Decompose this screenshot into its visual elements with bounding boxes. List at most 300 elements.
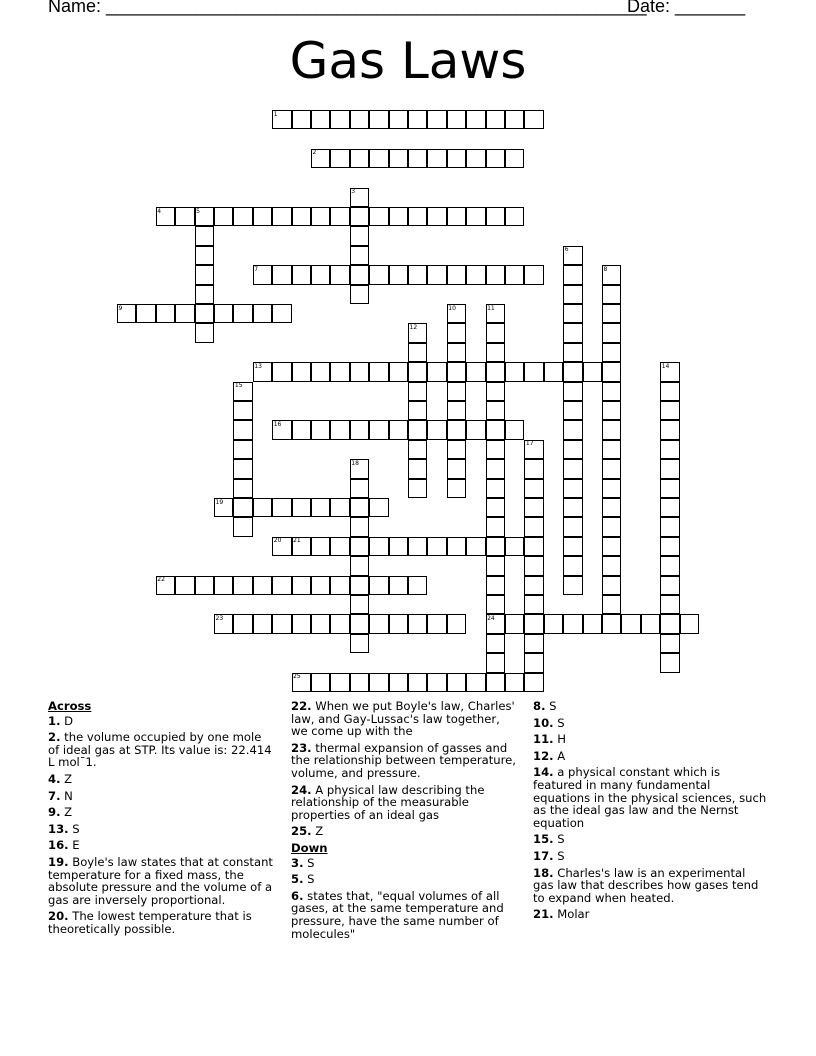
grid-cell[interactable]	[272, 576, 291, 595]
grid-cell[interactable]	[486, 459, 505, 478]
down-heading: Down	[291, 840, 328, 855]
grid-cell[interactable]	[369, 420, 388, 439]
grid-cell[interactable]	[486, 382, 505, 401]
grid-cell[interactable]	[660, 634, 679, 653]
grid-cell[interactable]	[524, 459, 543, 478]
grid-cell[interactable]	[447, 149, 466, 168]
grid-cell[interactable]	[350, 634, 369, 653]
grid-cell[interactable]	[524, 265, 543, 284]
grid-cell[interactable]	[447, 207, 466, 226]
grid-cell[interactable]	[253, 304, 272, 323]
clue-number: 2.	[48, 730, 61, 745]
grid-clue-number: 11	[487, 304, 495, 312]
grid-cell[interactable]	[486, 479, 505, 498]
grid-clue-number: 13	[254, 362, 262, 370]
grid-cell[interactable]	[486, 537, 505, 556]
grid-cell[interactable]	[427, 149, 446, 168]
grid-cell[interactable]	[486, 517, 505, 536]
grid-cell[interactable]	[369, 498, 388, 517]
grid-cell[interactable]	[195, 576, 214, 595]
grid-cell[interactable]	[602, 285, 621, 304]
grid-cell[interactable]	[486, 362, 505, 381]
grid-cell[interactable]	[408, 420, 427, 439]
grid-cell[interactable]	[408, 149, 427, 168]
grid-clue-number: 5	[196, 207, 200, 215]
grid-cell[interactable]	[350, 517, 369, 536]
grid-cell[interactable]	[621, 614, 640, 633]
clue-text: N	[64, 788, 73, 803]
grid-cell[interactable]	[505, 673, 524, 692]
grid-cell[interactable]	[447, 382, 466, 401]
grid-cell[interactable]	[524, 576, 543, 595]
grid-cell[interactable]	[330, 362, 349, 381]
grid-cell[interactable]	[272, 498, 291, 517]
grid-cell[interactable]	[427, 420, 446, 439]
grid-cell[interactable]	[233, 517, 252, 536]
grid-cell[interactable]	[369, 576, 388, 595]
grid-cell[interactable]	[505, 420, 524, 439]
grid-cell[interactable]	[524, 595, 543, 614]
grid-clue-number: 4	[157, 207, 162, 215]
grid-cell[interactable]	[524, 556, 543, 575]
grid-cell[interactable]	[272, 265, 291, 284]
clue-text: S	[307, 872, 315, 887]
grid-cell[interactable]	[602, 382, 621, 401]
clue-text: A physical law describing the relationship of the measurable properties of an ideal gas	[291, 782, 485, 822]
grid-cell[interactable]	[505, 614, 524, 633]
grid-cell[interactable]	[602, 517, 621, 536]
grid-cell[interactable]	[660, 653, 679, 672]
clue-text: thermal expansion of gasses and the relationship between temperature, volume, and pressure.	[291, 740, 516, 780]
grid-cell[interactable]	[602, 595, 621, 614]
grid-cell[interactable]	[466, 537, 485, 556]
grid-cell[interactable]	[408, 537, 427, 556]
grid-cell[interactable]	[602, 362, 621, 381]
grid-cell[interactable]	[486, 595, 505, 614]
grid-cell[interactable]	[292, 265, 311, 284]
clue-item	[291, 857, 519, 870]
grid-cell[interactable]	[486, 323, 505, 342]
grid-cell[interactable]	[660, 440, 679, 459]
grid-cell[interactable]	[602, 420, 621, 439]
grid-cell[interactable]	[447, 614, 466, 633]
grid-cell[interactable]	[505, 362, 524, 381]
grid-cell[interactable]	[156, 304, 175, 323]
grid-cell[interactable]	[233, 401, 252, 420]
grid-cell[interactable]	[350, 673, 369, 692]
grid-cell[interactable]	[602, 401, 621, 420]
grid-cell[interactable]	[660, 498, 679, 517]
grid-cell[interactable]	[563, 537, 582, 556]
grid-cell[interactable]	[350, 420, 369, 439]
grid-cell[interactable]	[447, 459, 466, 478]
grid-cell[interactable]	[350, 246, 369, 265]
grid-cell[interactable]	[544, 362, 563, 381]
grid-cell[interactable]	[447, 110, 466, 129]
grid-cell[interactable]	[350, 479, 369, 498]
grid-cell[interactable]	[175, 207, 194, 226]
grid-cell[interactable]	[253, 576, 272, 595]
clue-text: Z	[64, 771, 73, 786]
grid-cell[interactable]	[350, 556, 369, 575]
grid-cell[interactable]	[408, 673, 427, 692]
grid-cell[interactable]	[389, 362, 408, 381]
grid-cell[interactable]	[233, 614, 252, 633]
grid-cell[interactable]	[330, 265, 349, 284]
grid-cell[interactable]	[311, 420, 330, 439]
grid-cell[interactable]	[583, 362, 602, 381]
grid-cell[interactable]	[505, 207, 524, 226]
grid-cell[interactable]	[311, 498, 330, 517]
grid-cell[interactable]	[524, 537, 543, 556]
grid-cell[interactable]	[466, 265, 485, 284]
grid-cell[interactable]	[350, 110, 369, 129]
grid-cell[interactable]	[408, 459, 427, 478]
grid-cell[interactable]	[447, 265, 466, 284]
grid-cell[interactable]	[660, 401, 679, 420]
grid-cell[interactable]	[544, 614, 563, 633]
grid-cell[interactable]	[136, 304, 155, 323]
grid-cell[interactable]	[602, 556, 621, 575]
grid-cell[interactable]	[350, 614, 369, 633]
grid-cell[interactable]	[195, 265, 214, 284]
grid-cell[interactable]	[233, 420, 252, 439]
grid-cell[interactable]	[486, 634, 505, 653]
grid-cell[interactable]	[602, 576, 621, 595]
grid-cell[interactable]	[466, 110, 485, 129]
grid-cell[interactable]	[563, 556, 582, 575]
clue-item	[48, 839, 274, 852]
grid-cell[interactable]	[292, 420, 311, 439]
grid-cell[interactable]	[350, 285, 369, 304]
grid-cell[interactable]	[292, 576, 311, 595]
grid-cell[interactable]	[660, 479, 679, 498]
grid-cell[interactable]	[350, 595, 369, 614]
grid-cell[interactable]	[292, 362, 311, 381]
grid-cell[interactable]	[524, 634, 543, 653]
grid-cell[interactable]	[486, 498, 505, 517]
grid-cell[interactable]	[350, 498, 369, 517]
grid-cell[interactable]	[486, 207, 505, 226]
grid-cell[interactable]	[214, 304, 233, 323]
grid-cell[interactable]	[214, 207, 233, 226]
grid-cell[interactable]	[486, 149, 505, 168]
grid-cell[interactable]	[524, 653, 543, 672]
grid-cell[interactable]	[486, 440, 505, 459]
clue-item	[533, 833, 769, 846]
grid-cell[interactable]	[602, 459, 621, 478]
grid-cell[interactable]	[389, 149, 408, 168]
grid-cell[interactable]	[408, 479, 427, 498]
grid-cell[interactable]	[408, 207, 427, 226]
grid-cell[interactable]	[389, 576, 408, 595]
grid-cell[interactable]	[369, 362, 388, 381]
grid-cell[interactable]	[524, 517, 543, 536]
grid-cell[interactable]	[505, 265, 524, 284]
grid-cell[interactable]	[272, 614, 291, 633]
grid-cell[interactable]	[524, 479, 543, 498]
grid-cell[interactable]	[214, 576, 233, 595]
grid-cell[interactable]	[524, 110, 543, 129]
grid-cell[interactable]	[311, 207, 330, 226]
grid-cell[interactable]	[660, 517, 679, 536]
grid-cell[interactable]	[563, 401, 582, 420]
grid-cell[interactable]	[447, 479, 466, 498]
grid-cell[interactable]	[253, 498, 272, 517]
grid-cell[interactable]	[563, 576, 582, 595]
clue-item	[533, 850, 769, 863]
grid-cell[interactable]	[408, 576, 427, 595]
grid-cell[interactable]	[524, 614, 543, 633]
grid-cell[interactable]	[389, 537, 408, 556]
grid-cell[interactable]	[563, 285, 582, 304]
grid-cell[interactable]	[311, 614, 330, 633]
grid-cell[interactable]	[195, 323, 214, 342]
grid-cell[interactable]	[563, 382, 582, 401]
grid-cell[interactable]	[602, 614, 621, 633]
across-clue-list-continued	[291, 700, 519, 838]
grid-cell[interactable]	[466, 673, 485, 692]
grid-cell[interactable]	[272, 304, 291, 323]
grid-cell[interactable]	[233, 304, 252, 323]
grid-cell[interactable]	[330, 537, 349, 556]
grid-cell[interactable]	[563, 323, 582, 342]
grid-cell[interactable]	[486, 576, 505, 595]
grid-cell[interactable]	[408, 265, 427, 284]
grid-cell[interactable]	[524, 498, 543, 517]
clue-text: S	[557, 848, 565, 863]
grid-cell[interactable]	[602, 537, 621, 556]
grid-cell[interactable]	[563, 498, 582, 517]
grid-cell[interactable]	[680, 614, 699, 633]
grid-cell[interactable]	[660, 556, 679, 575]
grid-cell[interactable]	[330, 149, 349, 168]
grid-cell[interactable]	[427, 362, 446, 381]
grid-cell[interactable]	[486, 401, 505, 420]
clue-column-1	[48, 700, 274, 940]
grid-cell[interactable]	[563, 265, 582, 284]
grid-cell[interactable]	[292, 614, 311, 633]
grid-cell[interactable]	[253, 614, 272, 633]
grid-cell[interactable]	[195, 246, 214, 265]
grid-cell[interactable]	[389, 265, 408, 284]
clue-item	[48, 773, 274, 786]
clue-text: When we put Boyle's law, Charles' law, and Gay-Lussac's law together, we come up with the	[291, 699, 515, 739]
grid-cell[interactable]	[563, 362, 582, 381]
clue-number: 10.	[533, 715, 554, 730]
grid-cell[interactable]	[563, 304, 582, 323]
grid-cell[interactable]	[175, 576, 194, 595]
clue-item	[48, 856, 274, 906]
grid-cell[interactable]	[369, 207, 388, 226]
grid-cell[interactable]	[233, 479, 252, 498]
grid-cell[interactable]	[427, 614, 446, 633]
grid-clue-number: 6	[564, 246, 569, 254]
grid-cell[interactable]	[408, 110, 427, 129]
clue-number: 15.	[533, 832, 554, 847]
grid-cell[interactable]	[292, 207, 311, 226]
grid-cell[interactable]	[330, 614, 349, 633]
grid-cell[interactable]	[311, 537, 330, 556]
grid-cell[interactable]	[563, 614, 582, 633]
grid-cell[interactable]	[447, 401, 466, 420]
grid-cell[interactable]	[389, 207, 408, 226]
grid-cell[interactable]	[195, 226, 214, 245]
grid-cell[interactable]	[292, 498, 311, 517]
grid-cell[interactable]	[330, 498, 349, 517]
clue-item	[533, 908, 769, 921]
grid-cell[interactable]	[369, 110, 388, 129]
grid-cell[interactable]	[466, 362, 485, 381]
grid-cell[interactable]	[563, 440, 582, 459]
grid-cell[interactable]	[447, 420, 466, 439]
grid-cell[interactable]	[583, 614, 602, 633]
grid-cell[interactable]	[272, 362, 291, 381]
grid-cell[interactable]	[369, 537, 388, 556]
grid-cell[interactable]	[447, 343, 466, 362]
grid-cell[interactable]	[660, 595, 679, 614]
grid-clue-number: 15	[234, 382, 243, 390]
grid-cell[interactable]	[350, 537, 369, 556]
grid-cell[interactable]	[408, 343, 427, 362]
grid-cell[interactable]	[427, 537, 446, 556]
grid-cell[interactable]	[350, 207, 369, 226]
grid-cell[interactable]	[350, 149, 369, 168]
grid-cell[interactable]	[233, 207, 252, 226]
clue-text: H	[557, 732, 566, 747]
clue-item	[291, 825, 519, 838]
grid-cell[interactable]	[311, 265, 330, 284]
grid-cell[interactable]	[350, 265, 369, 284]
grid-cell[interactable]	[427, 110, 446, 129]
grid-cell[interactable]	[660, 537, 679, 556]
grid-cell[interactable]	[602, 343, 621, 362]
grid-cell[interactable]	[427, 673, 446, 692]
grid-cell[interactable]	[660, 614, 679, 633]
clue-number: 17.	[533, 848, 554, 863]
grid-clue-number: 12	[409, 323, 418, 331]
clue-number: 24.	[291, 782, 312, 797]
grid-cell[interactable]	[524, 673, 543, 692]
grid-cell[interactable]	[408, 382, 427, 401]
clue-number: 5.	[291, 872, 304, 887]
grid-cell[interactable]	[350, 362, 369, 381]
grid-cell[interactable]	[272, 207, 291, 226]
grid-cell[interactable]	[330, 673, 349, 692]
grid-cell[interactable]	[427, 265, 446, 284]
grid-cell[interactable]	[369, 149, 388, 168]
grid-cell[interactable]	[641, 614, 660, 633]
grid-cell[interactable]	[466, 207, 485, 226]
grid-cell[interactable]	[660, 420, 679, 439]
clue-text: Z	[64, 805, 73, 820]
grid-cell[interactable]	[602, 440, 621, 459]
grid-cell[interactable]	[486, 420, 505, 439]
grid-cell[interactable]	[563, 479, 582, 498]
grid-cell[interactable]	[660, 576, 679, 595]
grid-cell[interactable]	[350, 226, 369, 245]
grid-cell[interactable]	[330, 420, 349, 439]
grid-cell[interactable]	[486, 556, 505, 575]
grid-cell[interactable]	[563, 420, 582, 439]
grid-cell[interactable]	[311, 673, 330, 692]
grid-cell[interactable]	[486, 673, 505, 692]
grid-cell[interactable]	[330, 576, 349, 595]
grid-clue-number: 25	[293, 673, 301, 681]
grid-cell[interactable]	[195, 285, 214, 304]
grid-cell[interactable]	[486, 343, 505, 362]
grid-cell[interactable]	[233, 459, 252, 478]
clue-number: 1.	[48, 713, 61, 728]
clue-item	[533, 717, 769, 730]
grid-cell[interactable]	[447, 362, 466, 381]
grid-cell[interactable]	[505, 537, 524, 556]
grid-cell[interactable]	[505, 149, 524, 168]
clue-item	[533, 867, 769, 905]
grid-cell[interactable]	[408, 614, 427, 633]
grid-cell[interactable]	[369, 673, 388, 692]
grid-cell[interactable]	[563, 517, 582, 536]
grid-cell[interactable]	[466, 149, 485, 168]
grid-cell[interactable]	[369, 614, 388, 633]
grid-cell[interactable]	[486, 265, 505, 284]
grid-cell[interactable]	[311, 110, 330, 129]
grid-cell[interactable]	[505, 110, 524, 129]
grid-cell[interactable]	[563, 459, 582, 478]
grid-cell[interactable]	[311, 576, 330, 595]
grid-cell[interactable]	[447, 323, 466, 342]
grid-cell[interactable]	[175, 304, 194, 323]
grid-cell[interactable]	[369, 265, 388, 284]
grid-cell[interactable]	[408, 362, 427, 381]
grid-cell[interactable]	[389, 614, 408, 633]
grid-cell[interactable]	[195, 304, 214, 323]
grid-cell[interactable]	[233, 498, 252, 517]
grid-clue-number: 1	[273, 110, 278, 118]
grid-cell[interactable]	[524, 362, 543, 381]
grid-cell[interactable]	[330, 207, 349, 226]
grid-cell[interactable]	[389, 673, 408, 692]
grid-cell[interactable]	[602, 304, 621, 323]
grid-cell[interactable]	[233, 576, 252, 595]
grid-cell[interactable]	[408, 440, 427, 459]
grid-cell[interactable]	[563, 343, 582, 362]
across-heading: Across	[48, 699, 92, 713]
grid-cell[interactable]	[486, 110, 505, 129]
grid-cell[interactable]	[389, 110, 408, 129]
grid-cell[interactable]	[350, 576, 369, 595]
grid-cell[interactable]	[602, 323, 621, 342]
grid-cell[interactable]	[330, 110, 349, 129]
grid-cell[interactable]	[447, 673, 466, 692]
grid-cell[interactable]	[602, 498, 621, 517]
grid-cell[interactable]	[447, 537, 466, 556]
grid-cell[interactable]	[660, 459, 679, 478]
grid-cell[interactable]	[408, 401, 427, 420]
grid-cell[interactable]	[427, 207, 446, 226]
grid-cell[interactable]	[447, 440, 466, 459]
grid-cell[interactable]	[311, 362, 330, 381]
grid-cell[interactable]	[466, 420, 485, 439]
grid-cell[interactable]	[389, 420, 408, 439]
grid-cell[interactable]	[292, 110, 311, 129]
grid-cell[interactable]	[660, 382, 679, 401]
grid-clue-number: 17	[525, 440, 534, 448]
grid-cell[interactable]	[253, 207, 272, 226]
grid-cell[interactable]	[233, 440, 252, 459]
grid-cell[interactable]	[486, 653, 505, 672]
grid-cell[interactable]	[602, 479, 621, 498]
